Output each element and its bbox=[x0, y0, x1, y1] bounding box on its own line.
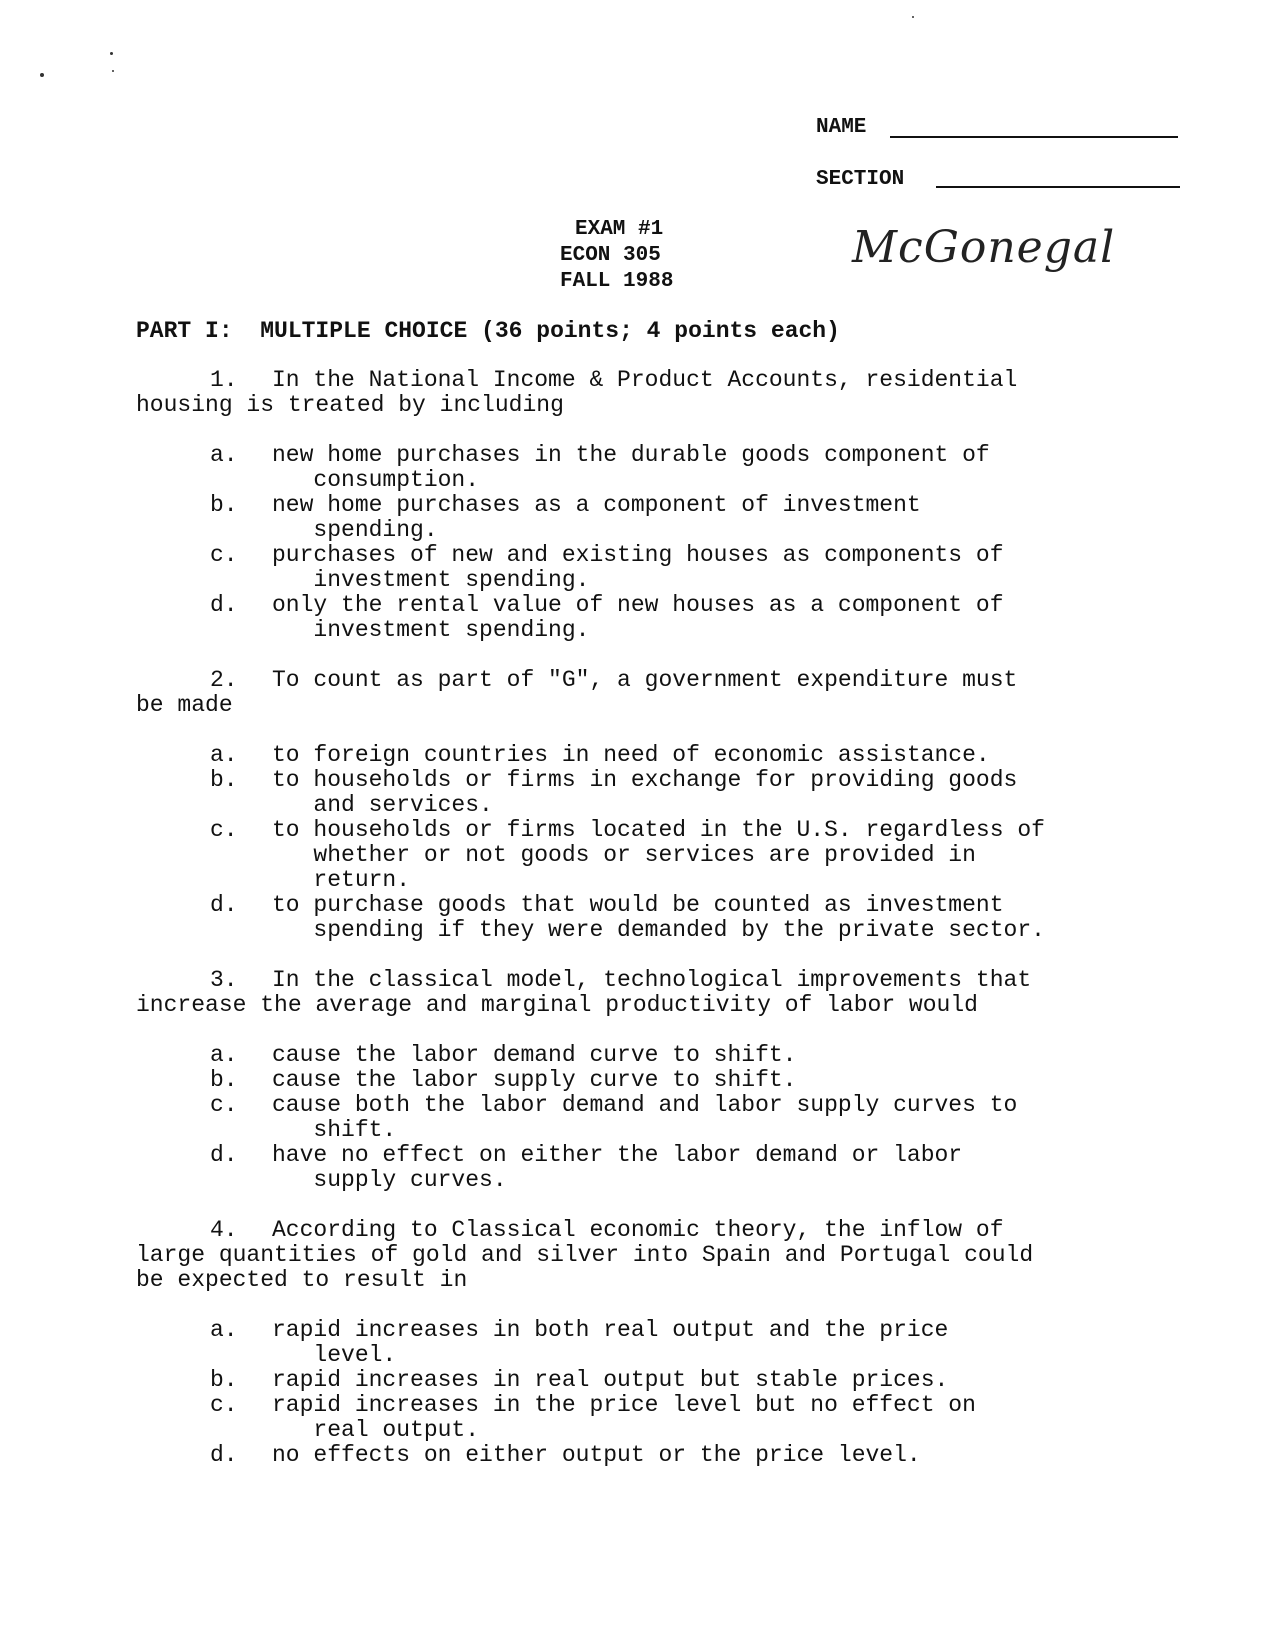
option-text: cause the labor supply curve to shift. bbox=[272, 1067, 797, 1093]
option-letter: c. bbox=[210, 817, 238, 843]
option-letter: b. bbox=[210, 767, 238, 793]
question-stem: To count as part of "G", a government expenditure must bbox=[272, 667, 1018, 693]
option-text: cause both the labor demand and labor supply curves to shift. bbox=[272, 1092, 1018, 1143]
question-stem: In the National Income & Product Accounts, residential bbox=[272, 367, 1018, 393]
section-label: SECTION bbox=[816, 168, 905, 191]
question-stem: be made bbox=[136, 692, 233, 718]
name-field[interactable] bbox=[890, 136, 1178, 138]
option-text: rapid increases in the price level but no effect on real output. bbox=[272, 1392, 976, 1443]
option-text: to purchase goods that would be counted as investment spending if they were demanded by the private sector. bbox=[272, 892, 1045, 943]
course-code: ECON 305 bbox=[560, 244, 661, 267]
option-letter: a. bbox=[210, 1042, 238, 1068]
option-text: new home purchases as a component of investment spending. bbox=[272, 492, 921, 543]
option-letter: d. bbox=[210, 592, 238, 618]
option-text: only the rental value of new houses as a component of investment spending. bbox=[272, 592, 1004, 643]
option-text: to households or firms located in the U.S. regardless of whether or not goods or services are provided in return. bbox=[272, 817, 1045, 893]
option-letter: c. bbox=[210, 1392, 238, 1418]
part-title: PART I: MULTIPLE CHOICE (36 points; 4 points each) bbox=[136, 318, 840, 344]
option-text: have no effect on either the labor demand or labor supply curves. bbox=[272, 1142, 963, 1193]
option-letter: d. bbox=[210, 1442, 238, 1468]
option-letter: d. bbox=[210, 1142, 238, 1168]
name-label: NAME bbox=[816, 116, 867, 139]
question-stem: be expected to result in bbox=[136, 1267, 468, 1293]
handwritten-signature: McGonegal bbox=[852, 222, 1116, 273]
scan-speck bbox=[110, 52, 113, 55]
option-text: no effects on either output or the price level. bbox=[272, 1442, 921, 1468]
exam-term: FALL 1988 bbox=[560, 270, 674, 293]
option-text: rapid increases in both real output and the price level. bbox=[272, 1317, 949, 1368]
question-number: 2. bbox=[210, 667, 238, 693]
option-text: cause the labor demand curve to shift. bbox=[272, 1042, 797, 1068]
option-text: purchases of new and existing houses as components of investment spending. bbox=[272, 542, 1004, 593]
option-letter: b. bbox=[210, 492, 238, 518]
option-text: new home purchases in the durable goods component of consumption. bbox=[272, 442, 990, 493]
question-stem: large quantities of gold and silver into Spain and Portugal could bbox=[136, 1242, 1034, 1268]
question-stem: In the classical model, technological improvements that bbox=[272, 967, 1032, 993]
option-letter: c. bbox=[210, 1092, 238, 1118]
option-text: to households or firms in exchange for providing goods and services. bbox=[272, 767, 1018, 818]
scan-speck bbox=[40, 73, 44, 77]
question-number: 4. bbox=[210, 1217, 238, 1243]
scan-speck bbox=[912, 16, 914, 18]
option-letter: c. bbox=[210, 542, 238, 568]
question-number: 3. bbox=[210, 967, 238, 993]
option-text: to foreign countries in need of economic assistance. bbox=[272, 742, 990, 768]
option-text: rapid increases in real output but stable prices. bbox=[272, 1367, 949, 1393]
option-letter: a. bbox=[210, 742, 238, 768]
question-stem: increase the average and marginal productivity of labor would bbox=[136, 992, 978, 1018]
question-stem: housing is treated by including bbox=[136, 392, 564, 418]
question-stem: According to Classical economic theory, the inflow of bbox=[272, 1217, 1004, 1243]
option-letter: a. bbox=[210, 1317, 238, 1343]
option-letter: b. bbox=[210, 1367, 238, 1393]
exam-title: EXAM #1 bbox=[575, 218, 664, 241]
option-letter: a. bbox=[210, 442, 238, 468]
option-letter: d. bbox=[210, 892, 238, 918]
question-number: 1. bbox=[210, 367, 238, 393]
section-field[interactable] bbox=[936, 186, 1180, 188]
scan-speck bbox=[112, 70, 114, 72]
option-letter: b. bbox=[210, 1067, 238, 1093]
